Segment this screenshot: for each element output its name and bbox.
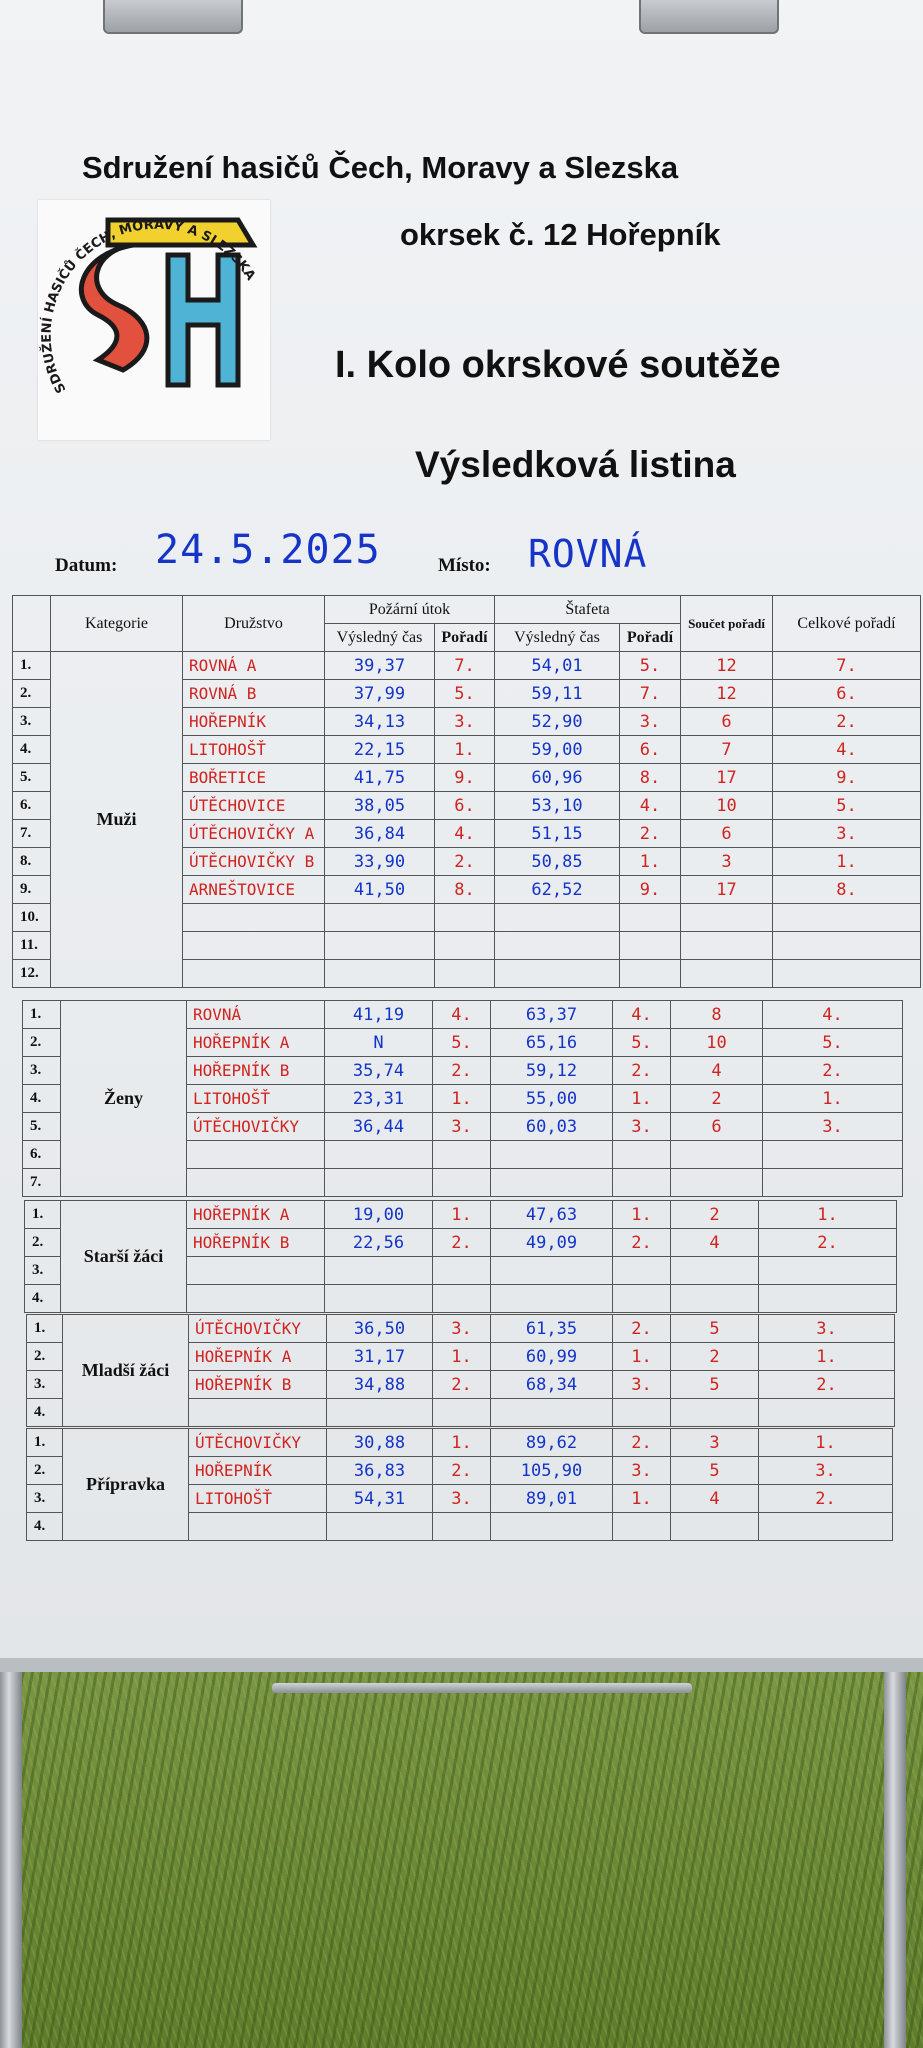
row-number: 3. [23, 1057, 61, 1085]
row-number: 4. [27, 1513, 63, 1541]
board-clip-right [639, 0, 779, 34]
logo-graphic [38, 200, 270, 440]
category-cell: Mladší žáci [63, 1315, 189, 1427]
rank-sum [671, 1399, 759, 1427]
relay-time [495, 904, 620, 932]
team-name: BOŘETICE [183, 764, 325, 792]
relay-rank: 1. [613, 1343, 671, 1371]
attack-time: 31,17 [327, 1343, 433, 1371]
row-number: 4. [13, 736, 51, 764]
rank-sum: 7 [681, 736, 773, 764]
overall-rank [773, 960, 921, 988]
overall-rank [759, 1285, 897, 1313]
attack-time: 41,50 [325, 876, 435, 904]
row-number: 4. [25, 1285, 61, 1313]
team-name: ÚTĚCHOVIČKY [187, 1113, 325, 1141]
board-clip-left [103, 0, 243, 34]
attack-rank: 1. [433, 1085, 491, 1113]
row-number: 12. [13, 960, 51, 988]
team-name [183, 960, 325, 988]
relay-time: 62,52 [495, 876, 620, 904]
row-number: 2. [27, 1343, 63, 1371]
row-number: 4. [27, 1399, 63, 1427]
rank-sum [671, 1169, 763, 1197]
category-cell: Přípravka [63, 1429, 189, 1541]
rank-sum: 4 [671, 1485, 759, 1513]
attack-time [325, 1141, 433, 1169]
results-table-pripravka [26, 1428, 893, 1541]
row-number: 6. [13, 792, 51, 820]
overall-rank: 4. [773, 736, 921, 764]
rank-sum: 8 [671, 1001, 763, 1029]
rank-sum [681, 904, 773, 932]
header-soucet-poradi [681, 596, 773, 652]
team-name: ÚTĚCHOVICE [183, 792, 325, 820]
attack-rank: 1. [433, 1429, 491, 1457]
relay-rank [613, 1399, 671, 1427]
team-name: HOŘEPNÍK [183, 708, 325, 736]
rank-sum: 17 [681, 876, 773, 904]
team-name [189, 1513, 327, 1541]
relay-rank: 2. [613, 1229, 671, 1257]
attack-time [325, 932, 435, 960]
relay-rank: 8. [620, 764, 681, 792]
attack-time: 19,00 [325, 1201, 433, 1229]
attack-rank: 2. [433, 1371, 491, 1399]
header-utok-cas: Výsledný čas [325, 624, 435, 652]
category-cell: Ženy [61, 1001, 187, 1197]
relay-rank: 1. [620, 848, 681, 876]
rank-sum: 2 [671, 1201, 759, 1229]
team-name [187, 1257, 325, 1285]
row-number: 2. [13, 680, 51, 708]
relay-rank: 7. [620, 680, 681, 708]
relay-rank: 2. [613, 1057, 671, 1085]
overall-rank: 4. [763, 1001, 903, 1029]
row-number: 2. [25, 1229, 61, 1257]
attack-rank: 1. [435, 736, 495, 764]
overall-rank: 3. [759, 1457, 893, 1485]
table-row [27, 1429, 893, 1457]
relay-time: 54,01 [495, 652, 620, 680]
overall-rank: 1. [763, 1085, 903, 1113]
rank-sum [681, 932, 773, 960]
table-row [25, 1201, 897, 1229]
team-name [189, 1399, 327, 1427]
attack-rank: 5. [433, 1029, 491, 1057]
overall-rank [759, 1513, 893, 1541]
relay-rank: 3. [613, 1457, 671, 1485]
relay-time: 65,16 [491, 1029, 613, 1057]
table-row [27, 1315, 895, 1343]
attack-time: 23,31 [325, 1085, 433, 1113]
attack-time: 22,56 [325, 1229, 433, 1257]
attack-rank: 3. [435, 708, 495, 736]
results-title: Výsledková listina [415, 444, 736, 485]
attack-time: 30,88 [327, 1429, 433, 1457]
row-number: 2. [23, 1029, 61, 1057]
overall-rank: 3. [759, 1315, 895, 1343]
attack-rank: 7. [435, 652, 495, 680]
relay-rank: 3. [613, 1371, 671, 1399]
team-name [183, 904, 325, 932]
relay-time: 49,09 [491, 1229, 613, 1257]
relay-rank: 2. [613, 1315, 671, 1343]
relay-time: 52,90 [495, 708, 620, 736]
datum-label: Datum: [55, 555, 118, 576]
relay-rank [613, 1513, 671, 1541]
relay-rank: 2. [620, 820, 681, 848]
relay-rank [613, 1141, 671, 1169]
table-row [23, 1001, 903, 1029]
attack-time: 36,84 [325, 820, 435, 848]
overall-rank: 8. [773, 876, 921, 904]
relay-rank: 4. [620, 792, 681, 820]
attack-rank: 2. [433, 1229, 491, 1257]
attack-time: 34,13 [325, 708, 435, 736]
sh-cms-logo [38, 200, 270, 440]
attack-time [327, 1513, 433, 1541]
attack-rank: 2. [433, 1457, 491, 1485]
rank-sum: 6 [681, 820, 773, 848]
row-number: 3. [27, 1485, 63, 1513]
relay-time [495, 932, 620, 960]
overall-rank: 3. [773, 820, 921, 848]
overall-rank: 1. [759, 1201, 897, 1229]
relay-time: 51,15 [495, 820, 620, 848]
attack-rank: 5. [435, 680, 495, 708]
overall-rank [773, 932, 921, 960]
relay-rank: 3. [620, 708, 681, 736]
attack-time: 36,44 [325, 1113, 433, 1141]
attack-time: 36,83 [327, 1457, 433, 1485]
team-name: ÚTĚCHOVIČKY [189, 1429, 327, 1457]
relay-rank [613, 1169, 671, 1197]
team-name: HOŘEPNÍK [189, 1457, 327, 1485]
attack-rank [433, 1257, 491, 1285]
misto-value: ROVNÁ [528, 532, 648, 576]
relay-time: 89,01 [491, 1485, 613, 1513]
attack-time: 41,19 [325, 1001, 433, 1029]
team-name: HOŘEPNÍK A [187, 1029, 325, 1057]
relay-rank: 1. [613, 1201, 671, 1229]
rank-sum: 10 [681, 792, 773, 820]
relay-time [495, 960, 620, 988]
row-number: 1. [13, 652, 51, 680]
team-name: HOŘEPNÍK B [189, 1371, 327, 1399]
rank-sum [671, 1257, 759, 1285]
overall-rank: 3. [763, 1113, 903, 1141]
overall-rank: 1. [773, 848, 921, 876]
rank-sum [671, 1513, 759, 1541]
attack-time [325, 904, 435, 932]
relay-time: 60,96 [495, 764, 620, 792]
row-number: 3. [25, 1257, 61, 1285]
attack-time: 41,75 [325, 764, 435, 792]
team-name: ROVNÁ A [183, 652, 325, 680]
attack-rank: 2. [433, 1057, 491, 1085]
overall-rank: 2. [763, 1057, 903, 1085]
relay-rank: 1. [613, 1085, 671, 1113]
relay-time [491, 1169, 613, 1197]
team-name: LITOHOŠŤ [189, 1485, 327, 1513]
rank-sum: 6 [671, 1113, 763, 1141]
overall-rank: 1. [759, 1429, 893, 1457]
relay-time: 63,37 [491, 1001, 613, 1029]
row-number: 8. [13, 848, 51, 876]
overall-rank [759, 1399, 895, 1427]
row-number: 9. [13, 876, 51, 904]
attack-time [325, 960, 435, 988]
header-utok-poradi: Pořadí [435, 624, 495, 652]
relay-time: 59,12 [491, 1057, 613, 1085]
header-stafeta: Štafeta [495, 596, 681, 624]
row-number: 1. [23, 1001, 61, 1029]
overall-rank: 6. [773, 680, 921, 708]
rank-sum [671, 1141, 763, 1169]
attack-rank [433, 1141, 491, 1169]
attack-rank [433, 1399, 491, 1427]
relay-time: 59,11 [495, 680, 620, 708]
relay-time: 60,99 [491, 1343, 613, 1371]
attack-time [325, 1257, 433, 1285]
rank-sum: 10 [671, 1029, 763, 1057]
row-number: 7. [13, 820, 51, 848]
relay-time: 59,00 [495, 736, 620, 764]
relay-rank [613, 1257, 671, 1285]
attack-rank: 9. [435, 764, 495, 792]
row-number: 5. [13, 764, 51, 792]
row-number: 1. [25, 1201, 61, 1229]
overall-rank: 1. [759, 1343, 895, 1371]
row-number: 10. [13, 904, 51, 932]
header-number [13, 596, 51, 652]
attack-time: 22,15 [325, 736, 435, 764]
team-name: LITOHOŠŤ [183, 736, 325, 764]
relay-time [491, 1257, 613, 1285]
attack-rank [435, 960, 495, 988]
datum-value: 24.5.2025 [155, 527, 381, 573]
rank-sum: 2 [671, 1343, 759, 1371]
rank-sum: 4 [671, 1057, 763, 1085]
results-table-mladsi-zaci [26, 1314, 895, 1427]
team-name [187, 1169, 325, 1197]
relay-rank [620, 904, 681, 932]
team-name: LITOHOŠŤ [187, 1085, 325, 1113]
row-number: 11. [13, 932, 51, 960]
organization-title: Sdružení hasičů Čech, Moravy a Slezska [82, 150, 679, 185]
attack-time [327, 1399, 433, 1427]
rank-sum [681, 960, 773, 988]
district-title: okrsek č. 12 Hořepník [400, 217, 721, 252]
rank-sum: 5 [671, 1457, 759, 1485]
overall-rank [759, 1257, 897, 1285]
table-row [13, 652, 921, 680]
relay-time [491, 1285, 613, 1313]
overall-rank: 5. [763, 1029, 903, 1057]
attack-time: N [325, 1029, 433, 1057]
relay-time [491, 1141, 613, 1169]
header-soucet-poradi-text: Součet pořadí [688, 616, 765, 631]
relay-rank: 3. [613, 1113, 671, 1141]
attack-rank: 3. [433, 1113, 491, 1141]
relay-time [491, 1399, 613, 1427]
relay-rank: 4. [613, 1001, 671, 1029]
row-number: 7. [23, 1169, 61, 1197]
relay-rank: 1. [613, 1485, 671, 1513]
attack-rank: 1. [433, 1343, 491, 1371]
relay-rank: 9. [620, 876, 681, 904]
team-name: HOŘEPNÍK A [187, 1201, 325, 1229]
rank-sum: 12 [681, 680, 773, 708]
attack-rank: 3. [433, 1485, 491, 1513]
easel-leg-right [884, 1640, 906, 2048]
attack-time [325, 1285, 433, 1313]
header-druzstvo: Družstvo [183, 596, 325, 652]
results-table-muzi [12, 595, 921, 988]
attack-rank [435, 932, 495, 960]
relay-time [491, 1513, 613, 1541]
attack-rank: 4. [433, 1001, 491, 1029]
misto-label: Místo: [438, 555, 491, 576]
relay-rank [620, 932, 681, 960]
attack-time: 38,05 [325, 792, 435, 820]
attack-time: 54,31 [327, 1485, 433, 1513]
category-cell: Muži [51, 652, 183, 988]
rank-sum: 3 [671, 1429, 759, 1457]
attack-rank: 6. [435, 792, 495, 820]
attack-rank: 2. [435, 848, 495, 876]
row-number: 3. [13, 708, 51, 736]
relay-time: 105,90 [491, 1457, 613, 1485]
attack-rank: 3. [433, 1315, 491, 1343]
team-name: HOŘEPNÍK B [187, 1229, 325, 1257]
attack-time: 36,50 [327, 1315, 433, 1343]
attack-time [325, 1169, 433, 1197]
relay-rank [613, 1285, 671, 1313]
easel-leg-left [0, 1640, 22, 2048]
team-name: ROVNÁ B [183, 680, 325, 708]
rank-sum: 5 [671, 1315, 759, 1343]
relay-time: 50,85 [495, 848, 620, 876]
attack-time: 34,88 [327, 1371, 433, 1399]
results-table-starsi-zaci [24, 1200, 897, 1313]
row-number: 6. [23, 1141, 61, 1169]
relay-time: 68,34 [491, 1371, 613, 1399]
row-number: 3. [27, 1371, 63, 1399]
attack-rank: 8. [435, 876, 495, 904]
rank-sum: 6 [681, 708, 773, 736]
overall-rank: 9. [773, 764, 921, 792]
header-pozarni-utok: Požární útok [325, 596, 495, 624]
attack-time: 37,99 [325, 680, 435, 708]
easel-rail [272, 1683, 692, 1693]
attack-time: 35,74 [325, 1057, 433, 1085]
overall-rank: 2. [759, 1485, 893, 1513]
row-number: 1. [27, 1429, 63, 1457]
row-number: 1. [27, 1315, 63, 1343]
overall-rank [773, 904, 921, 932]
rank-sum: 17 [681, 764, 773, 792]
relay-rank: 5. [620, 652, 681, 680]
relay-time: 47,63 [491, 1201, 613, 1229]
team-name [187, 1285, 325, 1313]
overall-rank: 7. [773, 652, 921, 680]
overall-rank [763, 1169, 903, 1197]
attack-rank: 1. [433, 1201, 491, 1229]
rank-sum [671, 1285, 759, 1313]
grass-ground [0, 1640, 923, 2048]
relay-time: 60,03 [491, 1113, 613, 1141]
header-kategorie: Kategorie [51, 596, 183, 652]
header-stafeta-cas: Výsledný čas [495, 624, 620, 652]
row-number: 4. [23, 1085, 61, 1113]
attack-rank: 4. [435, 820, 495, 848]
overall-rank: 2. [773, 708, 921, 736]
overall-rank: 5. [773, 792, 921, 820]
relay-rank [620, 960, 681, 988]
overall-rank: 2. [759, 1229, 897, 1257]
attack-time: 39,37 [325, 652, 435, 680]
team-name: ÚTĚCHOVIČKY B [183, 848, 325, 876]
overall-rank: 2. [759, 1371, 895, 1399]
team-name: ÚTĚCHOVIČKY A [183, 820, 325, 848]
rank-sum: 3 [681, 848, 773, 876]
relay-rank: 6. [620, 736, 681, 764]
team-name: HOŘEPNÍK A [189, 1343, 327, 1371]
team-name: ROVNÁ [187, 1001, 325, 1029]
attack-rank [433, 1169, 491, 1197]
row-number: 5. [23, 1113, 61, 1141]
header-stafeta-poradi: Pořadí [620, 624, 681, 652]
team-name [183, 932, 325, 960]
header-celkove-poradi: Celkové pořadí [773, 596, 921, 652]
rank-sum: 12 [681, 652, 773, 680]
attack-rank [433, 1285, 491, 1313]
category-cell: Starší žáci [61, 1201, 187, 1313]
relay-rank: 2. [613, 1429, 671, 1457]
attack-rank [433, 1513, 491, 1541]
rank-sum: 4 [671, 1229, 759, 1257]
team-name: ARNEŠTOVICE [183, 876, 325, 904]
attack-rank [435, 904, 495, 932]
relay-time: 61,35 [491, 1315, 613, 1343]
relay-time: 55,00 [491, 1085, 613, 1113]
row-number: 2. [27, 1457, 63, 1485]
relay-rank: 5. [613, 1029, 671, 1057]
round-title: I. Kolo okrskové soutěže [335, 344, 781, 386]
attack-time: 33,90 [325, 848, 435, 876]
logo-ring-text: SDRUŽENÍ HASIČŮ ČECH, MORAVY A SLEZSKA [39, 217, 258, 396]
relay-time: 89,62 [491, 1429, 613, 1457]
team-name: ÚTĚCHOVIČKY [189, 1315, 327, 1343]
results-table-zeny [22, 1000, 903, 1197]
team-name: HOŘEPNÍK B [187, 1057, 325, 1085]
overall-rank [763, 1141, 903, 1169]
relay-time: 53,10 [495, 792, 620, 820]
rank-sum: 5 [671, 1371, 759, 1399]
rank-sum: 2 [671, 1085, 763, 1113]
team-name [187, 1141, 325, 1169]
